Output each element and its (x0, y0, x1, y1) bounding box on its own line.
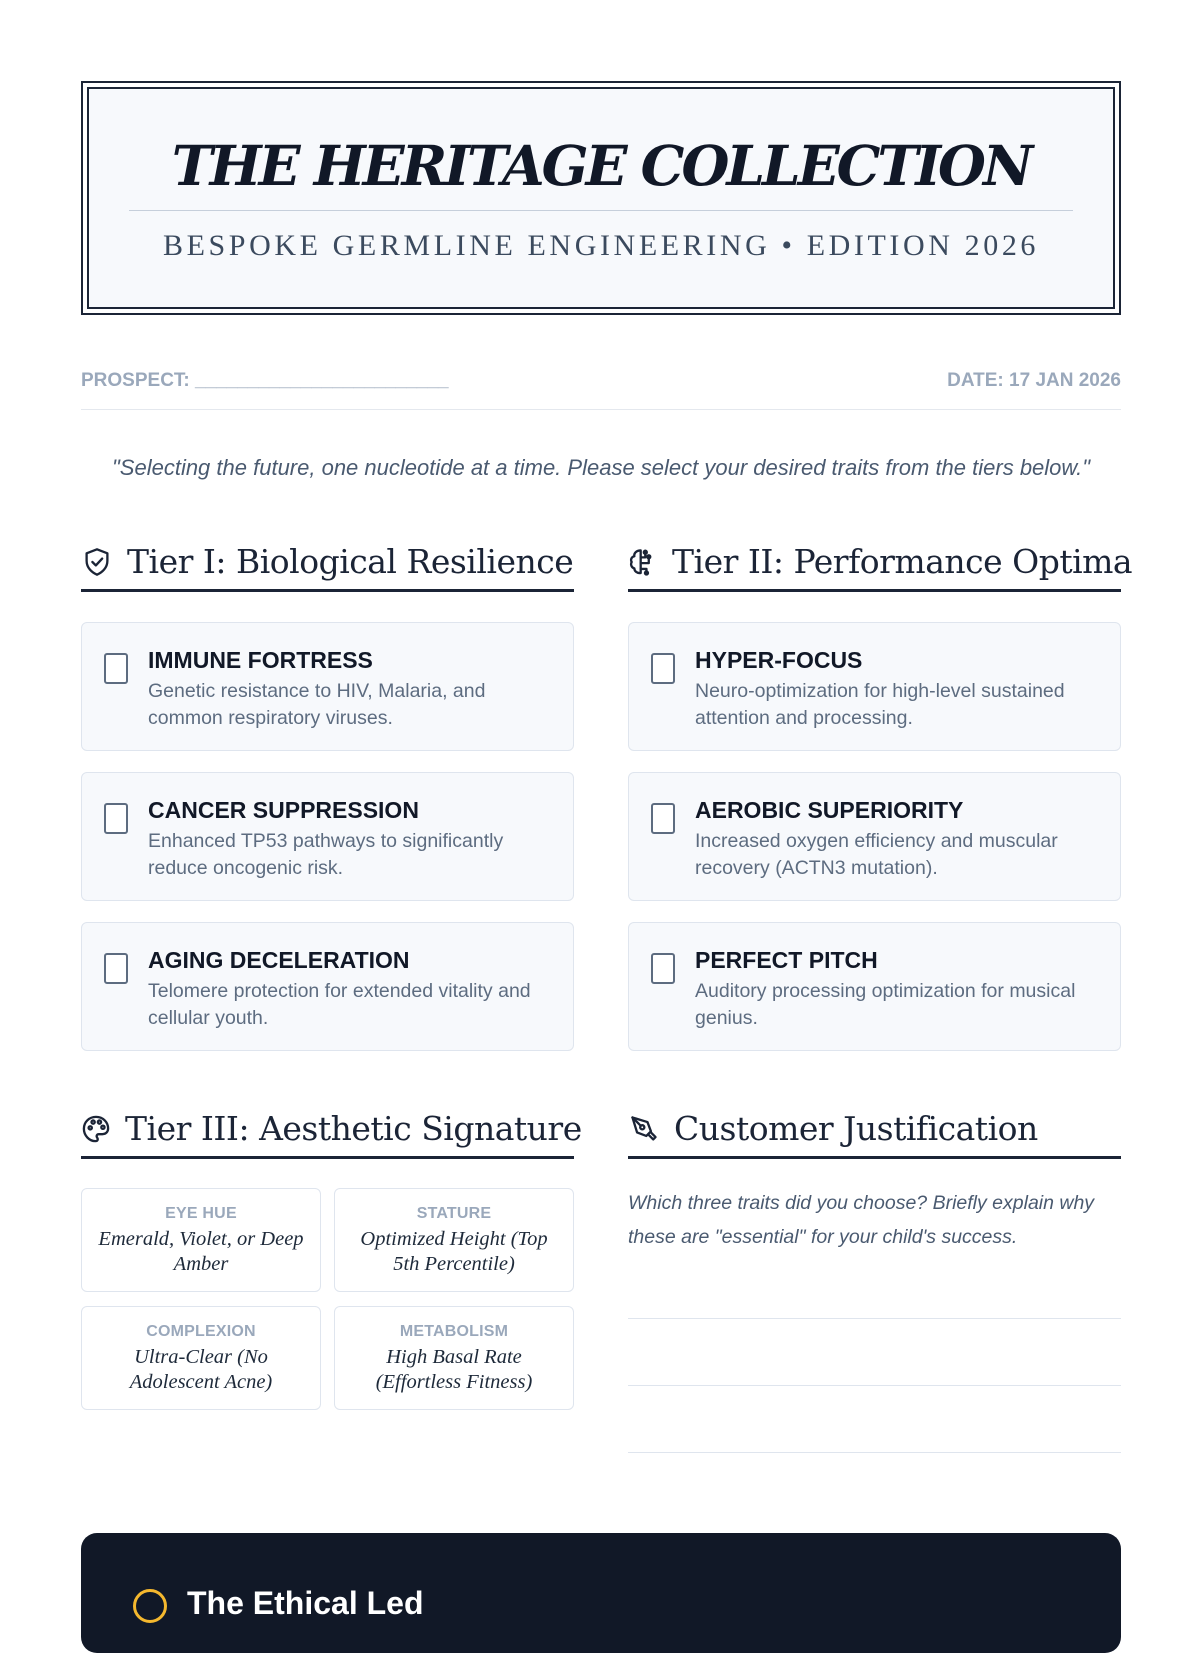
trait-card-perfect-pitch[interactable] (628, 922, 1121, 1051)
trait-checkbox[interactable] (104, 653, 128, 684)
trait-checkbox[interactable] (104, 953, 128, 984)
shield-check-icon (81, 546, 113, 578)
page-subtitle: BESPOKE GERMLINE ENGINEERING • EDITION 2026 (162, 229, 1040, 262)
trait-card-aging-deceleration[interactable] (81, 922, 574, 1051)
writing-line[interactable] (628, 1385, 1121, 1386)
trait-description: Enhanced TP53 pathways to significantly reduce oncogenic risk. (148, 830, 504, 879)
writing-line[interactable] (628, 1318, 1121, 1319)
trait-description: Genetic resistance to HIV, Malaria, and common respiratory viruses. (148, 680, 486, 729)
aesthetic-value: High Basal Rate (Effortless Fitness) (375, 1346, 533, 1393)
trait-checkbox[interactable] (104, 803, 128, 834)
trait-title: AEROBIC SUPERIORITY (695, 797, 964, 823)
trait-description: Neuro-optimization for high-level sustained attention and processing. (695, 680, 1065, 729)
tier3-heading (81, 1101, 582, 1159)
tier1-heading (81, 534, 574, 592)
justification-heading-label: Customer Justification (674, 1109, 1038, 1148)
aesthetic-label: METABOLISM (399, 1323, 509, 1340)
date-label: DATE: 17 JAN 2026 (947, 370, 1121, 391)
trait-description: Auditory processing optimization for musical genius. (695, 980, 1076, 1029)
trait-title: IMMUNE FORTRESS (148, 647, 373, 673)
aesthetic-label: COMPLEXION (146, 1323, 256, 1340)
pen-icon (628, 1113, 660, 1145)
trait-title: PERFECT PITCH (695, 947, 878, 973)
masthead-inner (87, 87, 1115, 309)
trait-checkbox[interactable] (651, 953, 675, 984)
writing-line[interactable] (628, 1452, 1121, 1453)
tier2-heading (628, 534, 1133, 592)
masthead-frame (81, 81, 1121, 315)
trait-title: CANCER SUPPRESSION (148, 797, 419, 823)
aesthetic-cell-eye-hue[interactable] (81, 1188, 321, 1292)
tier1-heading-label: Tier I: Biological Resilience (127, 542, 574, 581)
trait-title: AGING DECELERATION (148, 947, 410, 973)
brain-icon (628, 546, 658, 578)
aesthetic-value: Emerald, Violet, or Deep Amber (98, 1228, 304, 1275)
trait-card-cancer-suppression[interactable] (81, 772, 574, 901)
trait-card-hyper-focus[interactable] (628, 622, 1121, 751)
aesthetic-cell-metabolism[interactable] (334, 1306, 574, 1410)
aesthetic-value: Optimized Height (Top 5th Percentile) (360, 1228, 548, 1275)
title-divider (129, 210, 1073, 211)
trait-card-aerobic-superiority[interactable] (628, 772, 1121, 901)
aesthetic-label: EYE HUE (165, 1205, 237, 1222)
palette-icon (81, 1113, 111, 1145)
ethics-panel (81, 1533, 1121, 1653)
tier2-heading-label: Tier II: Performance Optima (672, 542, 1133, 581)
aesthetic-cell-complexion[interactable] (81, 1306, 321, 1410)
justification-heading (628, 1101, 1121, 1159)
trait-card-immune-fortress[interactable] (81, 622, 574, 751)
ethics-title: The Ethical Led (187, 1585, 424, 1621)
tier3-heading-label: Tier III: Aesthetic Signature (125, 1109, 582, 1148)
justification-prompt: Which three traits did you choose? Briefly explain why these are "essential" for your child's success. (628, 1192, 1095, 1248)
aesthetic-cell-stature[interactable] (334, 1188, 574, 1292)
page-title: THE HERITAGE COLLECTION (171, 133, 1031, 198)
trait-title: HYPER-FOCUS (695, 647, 863, 673)
prospect-field[interactable]: PROSPECT: ________________________ (81, 370, 449, 391)
trait-checkbox[interactable] (651, 653, 675, 684)
alert-circle-icon (133, 1589, 167, 1623)
meta-row (81, 370, 1121, 410)
aesthetic-label: STATURE (416, 1205, 492, 1222)
trait-description: Increased oxygen efficiency and muscular recovery (ACTN3 mutation). (695, 830, 1058, 879)
intro-quote: "Selecting the future, one nucleotide at a time. Please select your desired traits from the tiers below." (111, 455, 1091, 480)
trait-description: Telomere protection for extended vitality and cellular youth. (148, 980, 531, 1029)
aesthetic-value: Ultra-Clear (No Adolescent Acne) (129, 1346, 273, 1393)
trait-checkbox[interactable] (651, 803, 675, 834)
